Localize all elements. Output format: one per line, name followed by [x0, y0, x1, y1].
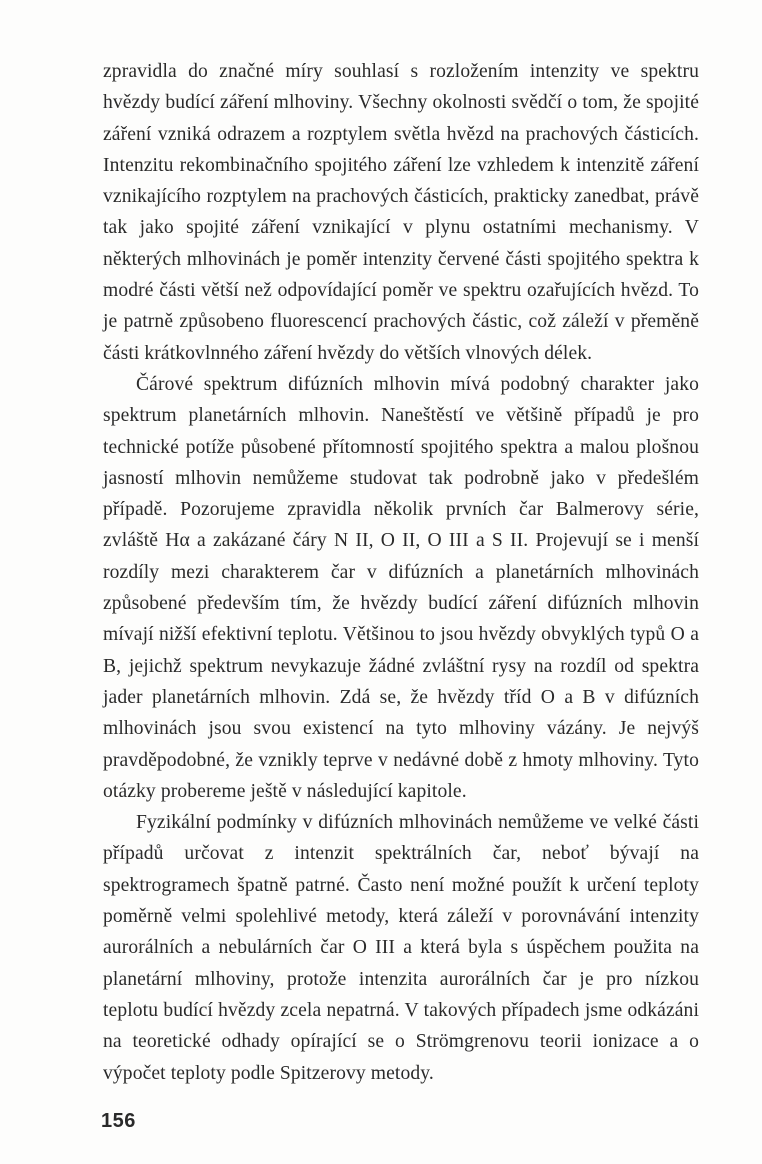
paragraph-continuation: zpravidla do značné míry souhlasí s rozložením intenzity ve spektru hvězdy budící záření mlhoviny. Všechny okolnosti svědčí o tom, že spojité záření vzniká odrazem a rozptylem světla hvězd na prachových částicích. Intenzitu rekombinačního spojitého záření lze vzhledem k intenzitě záření vznikajícího rozptylem na prachových částicích, prakticky zanedbat, právě tak jako spojité záření vznikající v plynu ostatními mechanismy. V některých mlhovinách je poměr intenzity červené části spojitého spektra k modré části větší než odpovídající poměr ve spektru ozařujících hvězd. To je patrně způsobeno fluorescencí prachových částic, což záleží v přeměně části krátkovlnného záření hvězdy do větších vlnových délek. [103, 61, 699, 364]
paragraph-line-spectrum: Čárové spektrum difúzních mlhovin mívá podobný charakter jako spektrum planetárních mlhovin. Naneštěstí ve většině případů je pro technické potíže působené přítomností spojitého spektra a malou plošnou jasností mlhovin nemůžeme studovat tak podrobně jako v předešlém případě. Pozorujeme zpravidla několik prvních čar Balmerovy série, zvláště Hα a zakázané čáry N II, O II, O III a S II. Projevují se i menší rozdíly mezi charakterem čar v difúzních a planetárních mlhovinách způsobené především tím, že hvězdy budící záření difúzních mlhovin mívají nižší efektivní teplotu. Většinou to jsou hvězdy obvyklých typů O a B, jejichž spektrum nevykazuje žádné zvláštní rysy na rozdíl od spektra jader planetárních mlhovin. Zdá se, že hvězdy tříd O a B v difúzních mlhovinách jsou svou existencí na tyto mlhoviny vázány. Je nejvýš pravděpodobné, že vznikly teprve v nedávné době z hmoty mlhoviny. Tyto otázky probereme ještě v následující kapitole. [103, 373, 699, 802]
page-number: 156 [101, 1110, 136, 1132]
paragraph-physical-conditions: Fyzikální podmínky v difúzních mlhovinách nemůžeme ve velké části případů určovat z intenzit spektrálních čar, neboť bývají na spektrogramech špatně patrné. Často není možné použít k určení teploty poměrně velmi spolehlivé metody, která záleží v porovnávání intenzity aurorálních a nebulárních čar O III a která byla s úspěchem použita na planetární mlhoviny, protože intenzita aurorálních čar je pro nízkou teplotu budící hvězdy zcela nepatrná. V takových případech jsme odkázáni na teoretické odhady opírající se o Strömgrenovu teorii ionizace a o výpočet teploty podle Spitzerovy metody. [103, 812, 699, 1084]
body-text [103, 56, 699, 1089]
